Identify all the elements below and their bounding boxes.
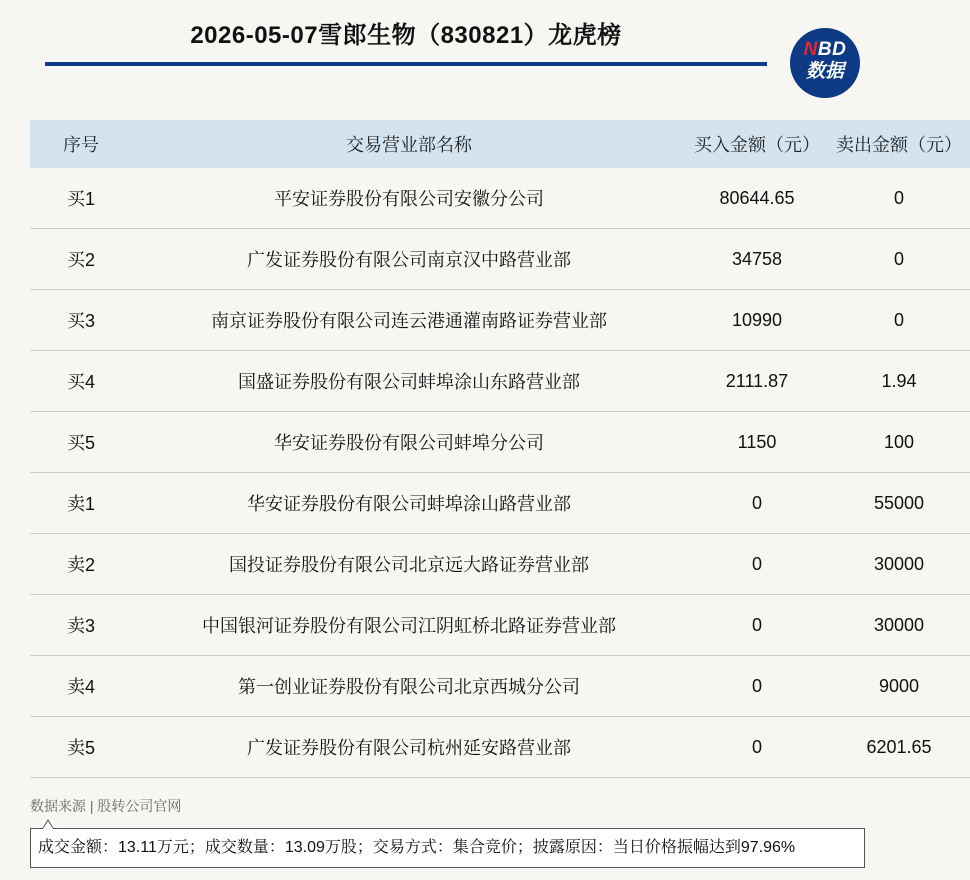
nbd-logo (790, 28, 860, 98)
row-buy-amount: 0 (686, 473, 828, 534)
row-sell-amount: 30000 (828, 595, 970, 656)
row-buy-amount: 0 (686, 534, 828, 595)
table-row (30, 656, 970, 717)
row-index: 卖4 (30, 656, 132, 717)
row-index: 买3 (30, 290, 132, 351)
row-sell-amount: 0 (828, 290, 970, 351)
logo-bd: BD (817, 39, 847, 60)
table-row (30, 473, 970, 534)
table-row (30, 290, 970, 351)
col-header-branch: 交易营业部名称 (132, 120, 686, 168)
title-underline (45, 62, 767, 66)
col-header-index: 序号 (30, 120, 132, 168)
logo-top-text (790, 40, 860, 60)
row-index: 卖5 (30, 717, 132, 778)
row-branch: 国投证券股份有限公司北京远大路证券营业部 (132, 534, 686, 595)
row-branch: 国盛证券股份有限公司蚌埠涂山东路营业部 (132, 351, 686, 412)
row-index: 卖3 (30, 595, 132, 656)
row-sell-amount: 100 (828, 412, 970, 473)
table-row (30, 229, 970, 290)
row-index: 买5 (30, 412, 132, 473)
note-pointer-fill (43, 821, 53, 829)
trade-summary-note: 成交金额：13.11万元；成交数量：13.09万股；交易方式：集合竞价；披露原因：当日价格振幅达到97.96% (30, 828, 865, 868)
row-branch: 平安证券股份有限公司安徽分公司 (132, 168, 686, 229)
data-source: 数据来源 | 股转公司官网 (30, 798, 182, 814)
row-index: 卖1 (30, 473, 132, 534)
row-buy-amount: 80644.65 (686, 168, 828, 229)
row-sell-amount: 55000 (828, 473, 970, 534)
row-branch: 华安证券股份有限公司蚌埠涂山路营业部 (132, 473, 686, 534)
row-branch: 南京证券股份有限公司连云港通灌南路证券营业部 (132, 290, 686, 351)
row-index: 买2 (30, 229, 132, 290)
row-branch: 广发证券股份有限公司南京汉中路营业部 (132, 229, 686, 290)
row-buy-amount: 0 (686, 595, 828, 656)
row-index: 买1 (30, 168, 132, 229)
row-buy-amount: 2111.87 (686, 351, 828, 412)
row-index: 买4 (30, 351, 132, 412)
table-header-row (30, 120, 970, 168)
row-branch: 华安证券股份有限公司蚌埠分公司 (132, 412, 686, 473)
row-buy-amount: 1150 (686, 412, 828, 473)
row-sell-amount: 30000 (828, 534, 970, 595)
row-index: 卖2 (30, 534, 132, 595)
logo-n: N (803, 39, 818, 60)
row-branch: 中国银河证券股份有限公司江阴虹桥北路证券营业部 (132, 595, 686, 656)
page-title: 2026-05-07雪郎生物（830821）龙虎榜 (190, 22, 622, 49)
dragon-tiger-table (30, 120, 970, 778)
row-buy-amount: 10990 (686, 290, 828, 351)
table-row (30, 168, 970, 229)
row-buy-amount: 0 (686, 717, 828, 778)
col-header-buy-amount: 买入金额（元） (686, 120, 828, 168)
table-row (30, 351, 970, 412)
row-sell-amount: 1.94 (828, 351, 970, 412)
row-branch: 广发证券股份有限公司杭州延安路营业部 (132, 717, 686, 778)
row-buy-amount: 0 (686, 656, 828, 717)
row-buy-amount: 34758 (686, 229, 828, 290)
table-row (30, 534, 970, 595)
row-sell-amount: 0 (828, 168, 970, 229)
row-sell-amount: 6201.65 (828, 717, 970, 778)
table-row (30, 595, 970, 656)
table-row (30, 717, 970, 778)
col-header-sell-amount: 卖出金额（元） (828, 120, 970, 168)
logo-bottom-text: 数据 (805, 61, 844, 82)
table-row (30, 412, 970, 473)
row-sell-amount: 0 (828, 229, 970, 290)
row-sell-amount: 9000 (828, 656, 970, 717)
row-branch: 第一创业证券股份有限公司北京西城分公司 (132, 656, 686, 717)
